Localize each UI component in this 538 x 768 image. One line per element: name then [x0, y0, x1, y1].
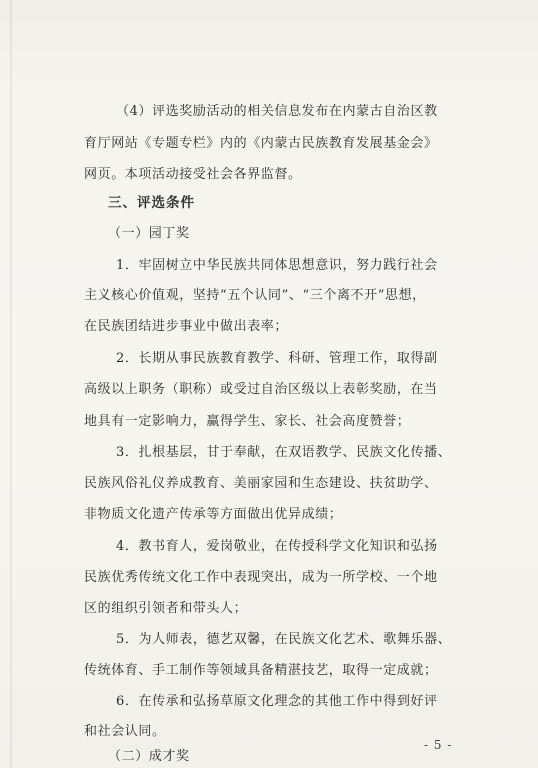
paragraph-line: 网页。本项活动接受社会各界监督。 [84, 167, 302, 182]
paragraph-line: 1．牢固树立中华民族共同体思想意识，努力践行社会 [116, 258, 438, 273]
subsection-heading: （二）成才奖 [108, 749, 190, 764]
paragraph-line: 3．扎根基层，甘于奉献，在双语教学、民族文化传播、 [116, 445, 452, 460]
paragraph-line: 2．长期从事民族教育教学、科研、管理工作，取得副 [116, 351, 438, 366]
page-edge-shadow [10, 0, 12, 768]
paragraph-line: 4．教书育人，爱岗敬业，在传授科学文化知识和弘扬 [116, 539, 438, 554]
paragraph-line: 和社会认同。 [84, 724, 166, 739]
paragraph-line: 高级以上职务（职称）或受过自治区级以上表彰奖励，在当 [84, 382, 438, 397]
subsection-heading: （一）园丁奖 [108, 226, 190, 241]
paragraph-line: 6．在传承和弘扬草原文化理念的其他工作中得到好评 [116, 694, 438, 709]
paragraph-line: （4）评选奖励活动的相关信息发布在内蒙古自治区教 [116, 104, 438, 119]
paragraph-line: 主义核心价值观，坚持“五个认同”、“三个离不开”思想， [84, 288, 426, 303]
paragraph-line: 5．为人师表，德艺双馨，在民族文化艺术、歌舞乐器、 [116, 632, 452, 647]
paragraph-line: 民族优秀传统文化工作中表现突出，成为一所学校、一个地 [84, 570, 438, 585]
paragraph-line: 区的组织引领者和带头人； [84, 601, 248, 616]
paragraph-line: 传统体育、手工制作等领域具备精湛技艺，取得一定成就； [84, 663, 438, 678]
paragraph-line: 育厅网站《专题专栏》内的《内蒙古民族教育发展基金会》 [84, 136, 438, 151]
paragraph-line: 民族风俗礼仪养成教育、美丽家园和生态建设、扶贫助学、 [84, 476, 438, 491]
paragraph-line: 地具有一定影响力，赢得学生、家长、社会高度赞誉； [84, 414, 411, 429]
section-heading: 三、评选条件 [108, 195, 195, 211]
page-number: - 5 - [424, 738, 453, 752]
paragraph-line: 在民族团结进步事业中做出表率； [84, 319, 289, 334]
paragraph-line: 非物质文化遗产传承等方面做出优异成绩； [84, 507, 343, 522]
